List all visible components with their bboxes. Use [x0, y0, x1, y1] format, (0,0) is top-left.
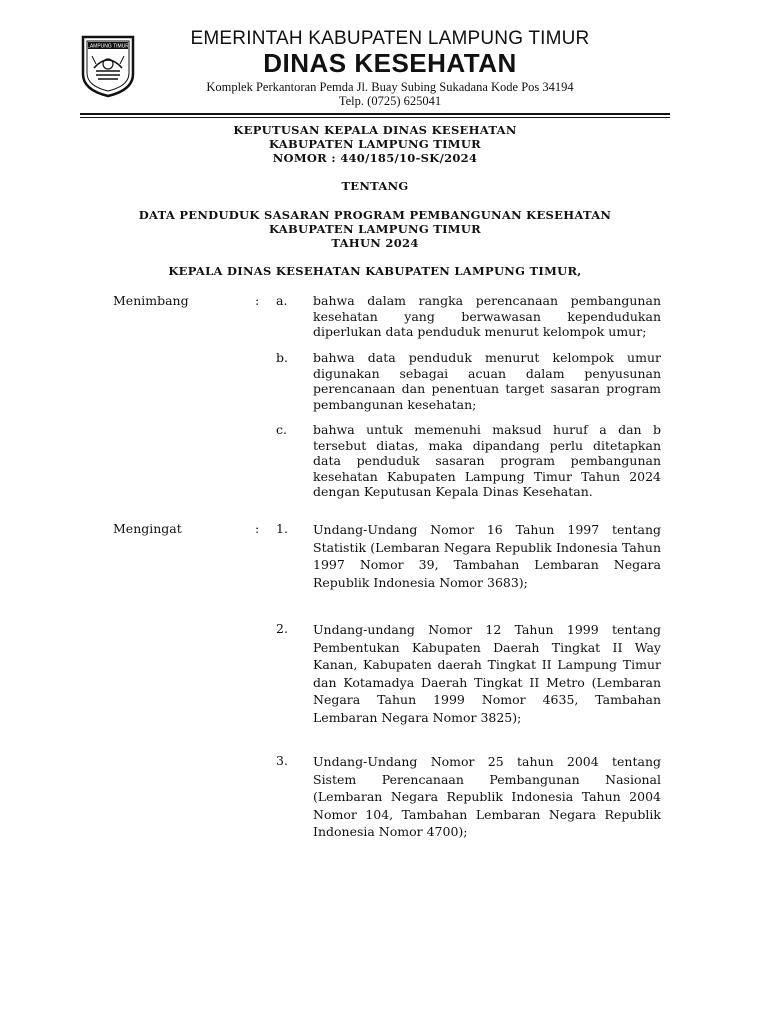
letterhead-rule-thick: [80, 113, 670, 115]
agency-address: Komplek Perkantoran Pemda Jl. Buay Subing Sukadana Kode Pos 34194: [206, 80, 574, 94]
mengingat-item-1: Undang-Undang Nomor 16 Tahun 1997 tentang Statistik (Lembaran Negara Republik Indonesia Tahun 1997 Nomor 39, Tambahan Lembaran Negara Republik Indonesia Nomor 3683);: [313, 522, 661, 590]
mengingat-item-2: Undang-undang Nomor 12 Tahun 1999 tentang Pembentukan Kabupaten Daerah Tingkat II Way Kanan, Kabupaten daerah Tingkat II Lampung Timur dan Kotamadya Daerah Tingkat II Metro (Lembaran Negara Tahun 1999 Nomor 4635, Tambahan Lembaran Negara Nomor 3825);: [313, 622, 661, 725]
menimbang-item-a: bahwa dalam rangka perencanaan pembangunan kesehatan yang berwawasan kependudukan diperlukan data penduduk menurut kelompok umur;: [313, 293, 661, 339]
agency-name: DINAS KESEHATAN: [263, 48, 517, 78]
mengingat-marker-1: 1.: [276, 521, 288, 536]
decree-subject-regency: KABUPATEN LAMPUNG TIMUR: [268, 222, 482, 236]
mengingat-colon: :: [255, 521, 260, 536]
agency-phone: Telp. (0725) 625041: [338, 94, 442, 108]
government-name: EMERINTAH KABUPATEN LAMPUNG TIMUR: [190, 28, 590, 49]
mengingat-marker-3: 3.: [276, 753, 288, 768]
mengingat-item-3: Undang-Undang Nomor 25 tahun 2004 tentang Sistem Perencanaan Pembangunan Nasional (Lembaran Negara Republik Indonesia Tahun 2004 Nomor 104, Tambahan Lembaran Negara Republik Indonesia Nomor 4700);: [313, 754, 661, 839]
menimbang-colon: :: [255, 293, 260, 308]
decree-title-regency: KABUPATEN LAMPUNG TIMUR: [268, 137, 482, 151]
decree-tentang: TENTANG: [341, 179, 409, 193]
menimbang-item-c: bahwa untuk memenuhi maksud huruf a dan b tersebut diatas, maka dipandang perlu ditetapkan data penduduk sasaran program pembangunan kesehatan Kabupaten Lampung Timur Tahun 2024 dengan Keputusan Kepala Dinas Kesehatan.: [313, 422, 661, 499]
menimbang-item-b: bahwa data penduduk menurut kelompok umur digunakan sebagai acuan dalam penyusunan perencanaan dan penentuan target sasaran program pembangunan kesehatan;: [313, 350, 661, 412]
decree-title: KEPUTUSAN KEPALA DINAS KESEHATAN: [233, 123, 517, 137]
emblem-text: LAMPUNG TIMUR: [87, 43, 129, 50]
decree-subject-year: TAHUN 2024: [331, 236, 419, 250]
mengingat-label: Mengingat: [113, 521, 182, 536]
regency-emblem: [80, 34, 136, 98]
decree-subject: DATA PENDUDUK SASARAN PROGRAM PEMBANGUNAN KESEHATAN: [138, 208, 612, 222]
menimbang-label: Menimbang: [113, 293, 189, 308]
menimbang-marker-c: c.: [276, 422, 287, 437]
mengingat-marker-2: 2.: [276, 621, 288, 636]
decree-authority: KEPALA DINAS KESEHATAN KABUPATEN LAMPUNG TIMUR,: [168, 264, 582, 278]
menimbang-marker-b: b.: [276, 350, 288, 365]
decree-number: NOMOR : 440/185/10-SK/2024: [272, 151, 478, 165]
letterhead-rule-thin: [80, 117, 670, 118]
menimbang-marker-a: a.: [276, 293, 288, 308]
